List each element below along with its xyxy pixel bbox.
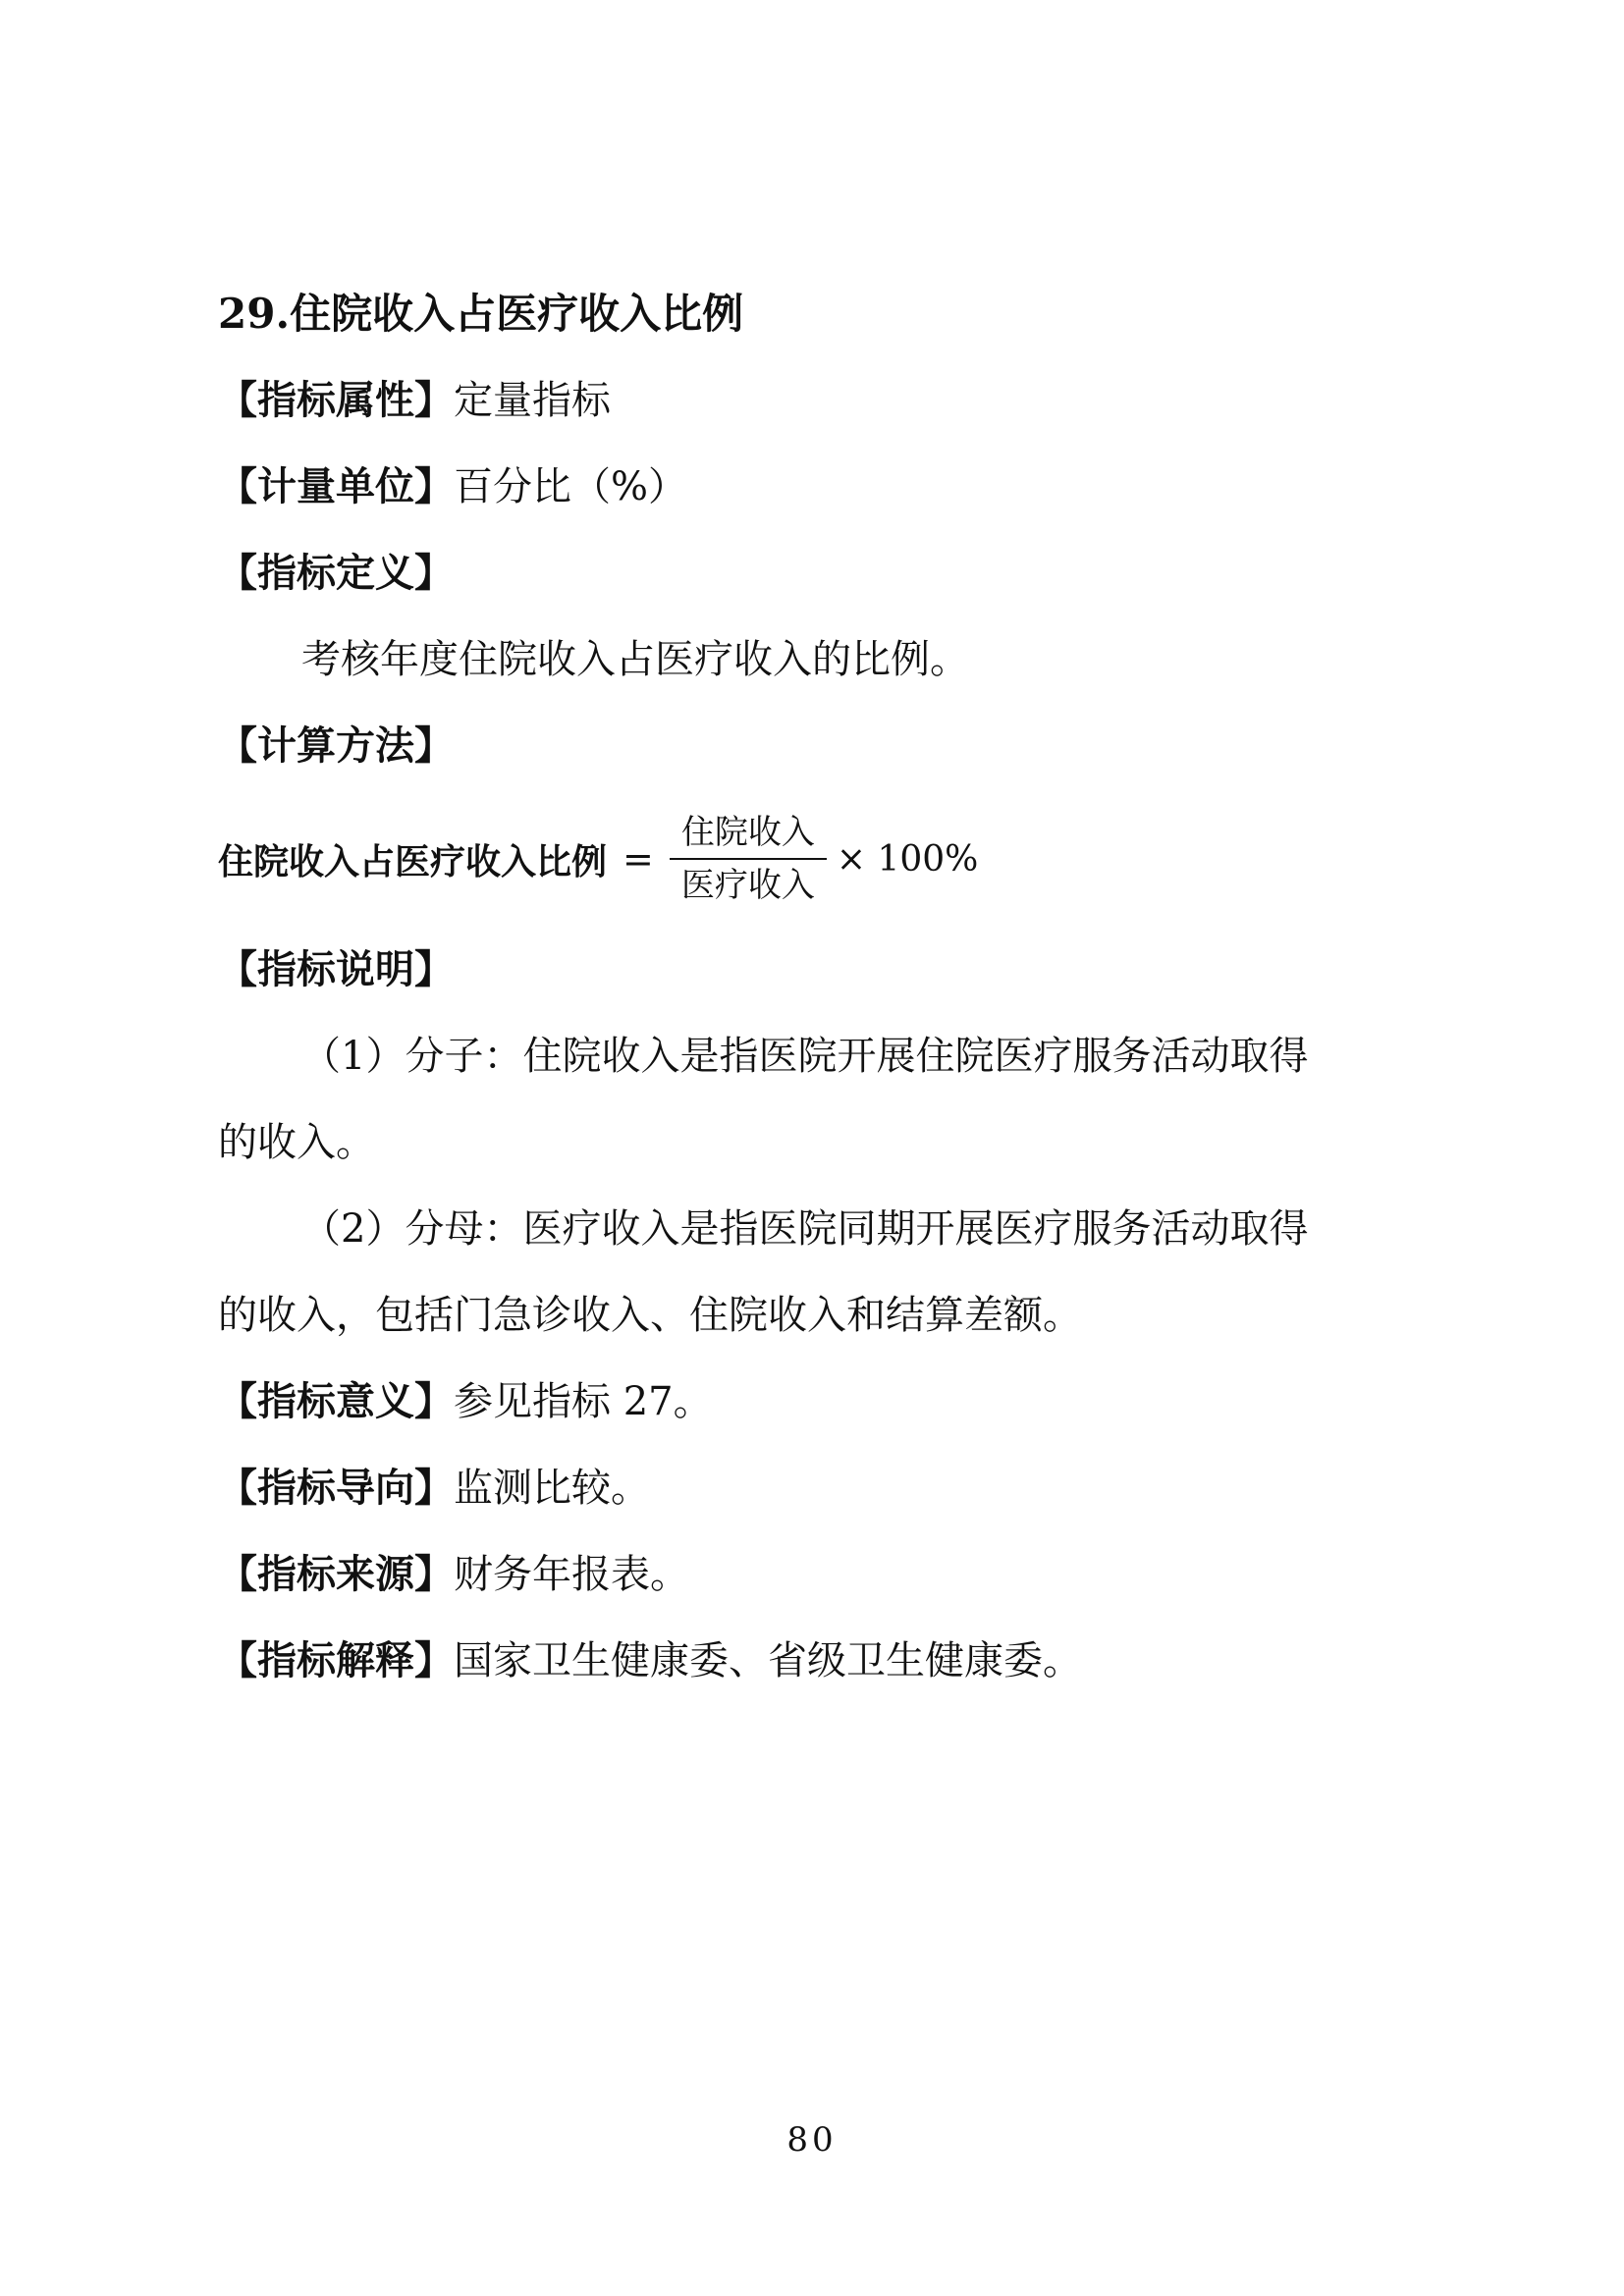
- formula-equals: =: [623, 837, 654, 881]
- formula-fraction: [670, 807, 827, 911]
- explanation-heading: 【指标说明】: [218, 946, 454, 992]
- formula-denominator: 医疗收入: [680, 866, 815, 905]
- explanation-item2-line2: 的收入，包括门急诊收入、住院收入和结算差额。: [218, 1293, 1082, 1338]
- page-number: 80: [786, 2120, 838, 2160]
- interpretation-label: 【指标解释】: [218, 1637, 454, 1683]
- source-label: 【指标来源】: [218, 1551, 454, 1597]
- orientation-row: [218, 1459, 650, 1518]
- section-title: 29.住院收入占医疗收入比例: [218, 290, 744, 338]
- significance-label: 【指标意义】: [218, 1378, 454, 1424]
- calculation-formula: [218, 800, 978, 918]
- definition-text: 考核年度住院收入占医疗收入的比例。: [301, 637, 969, 682]
- formula-numerator: 住院收入: [680, 813, 815, 852]
- interpretation-row: [218, 1631, 1082, 1690]
- calculation-heading: 【计算方法】: [218, 722, 454, 769]
- formula-times: × 100%: [836, 838, 979, 880]
- definition-heading: 【指标定义】: [218, 550, 454, 596]
- unit-label: 【计量单位】: [218, 463, 454, 509]
- explanation-item1-line2: 的收入。: [218, 1120, 375, 1165]
- source-row: [218, 1545, 689, 1604]
- interpretation-value: 国家卫生健康委、省级卫生健康委。: [454, 1638, 1082, 1683]
- attribute-value: 定量指标: [454, 378, 611, 423]
- indicator-attribute-row: [218, 371, 611, 430]
- formula-lhs: 住院收入占医疗收入比例: [218, 840, 608, 882]
- orientation-label: 【指标导向】: [218, 1465, 454, 1511]
- significance-value: 参见指标 27。: [454, 1379, 713, 1424]
- source-value: 财务年报表。: [454, 1552, 689, 1597]
- explanation-item2-line1: （2）分母：医疗收入是指医院同期开展医疗服务活动取得: [301, 1206, 1309, 1252]
- unit-value: 百分比（%）: [454, 464, 688, 509]
- attribute-label: 【指标属性】: [218, 377, 454, 423]
- orientation-value: 监测比较。: [454, 1466, 650, 1511]
- explanation-item1-line1: （1）分子：住院收入是指医院开展住院医疗服务活动取得: [301, 1034, 1309, 1079]
- unit-row: [218, 457, 687, 516]
- significance-row: [218, 1372, 713, 1431]
